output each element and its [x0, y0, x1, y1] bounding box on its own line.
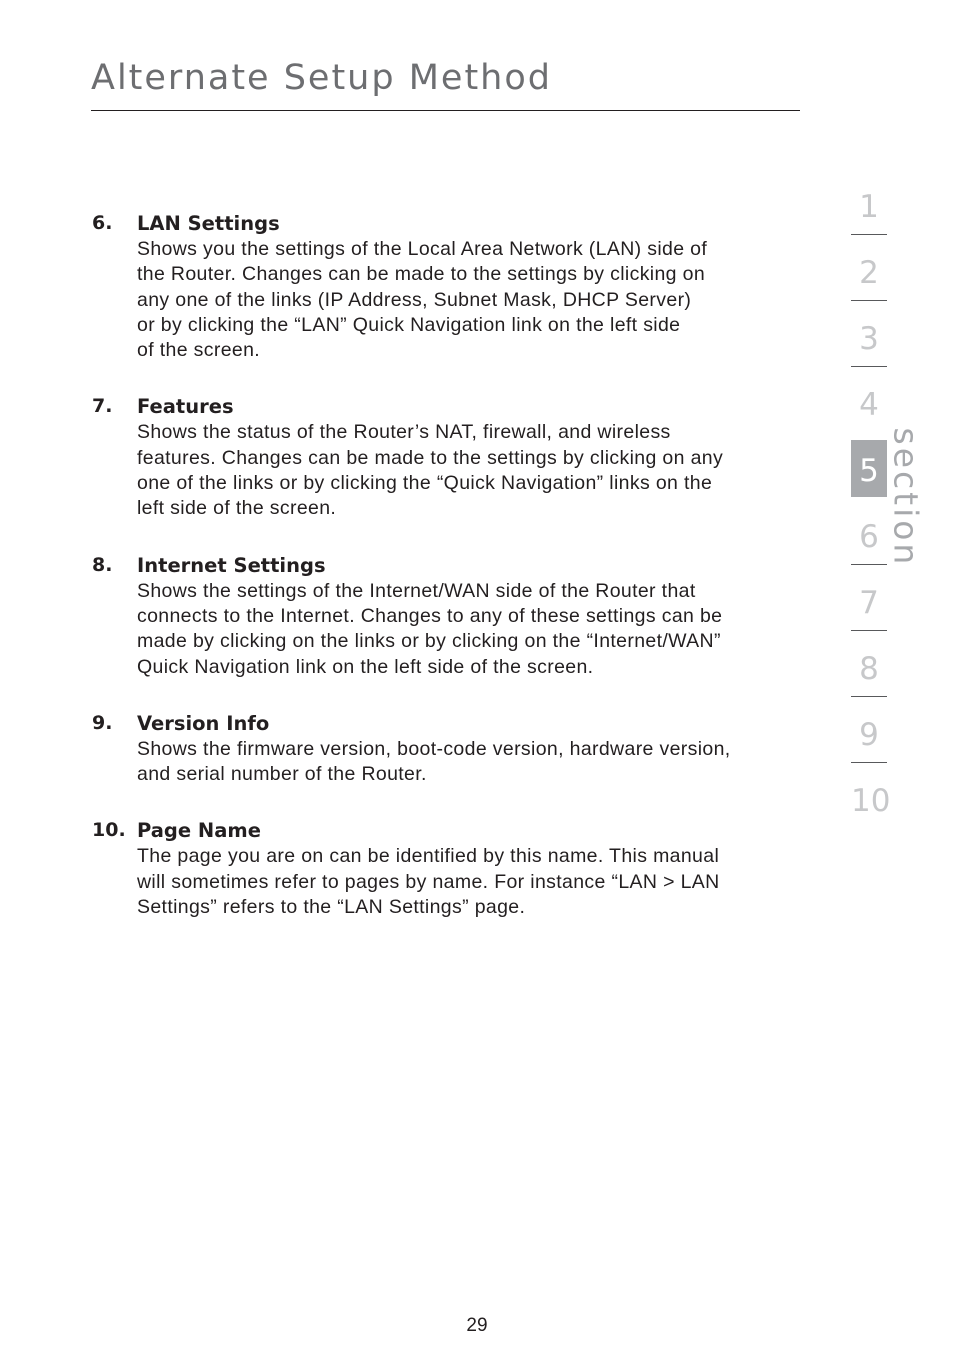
item-heading: Internet Settings: [137, 553, 326, 577]
section-divider: [851, 762, 887, 763]
section-nav-item-10[interactable]: [851, 776, 891, 842]
section-number: 9: [859, 717, 879, 753]
item-body: The page you are on can be identified by this name. This manual will sometimes refer to pages by name. For instance “LAN > LAN Settings” refers to the “LAN Settings” page.: [137, 845, 720, 919]
section-number: 4: [859, 387, 879, 423]
list-item-version-info: [91, 710, 806, 788]
section-nav-item-4[interactable]: [851, 380, 887, 446]
page-number: 29: [466, 1315, 488, 1336]
section-divider: [851, 234, 887, 235]
item-number: 10.: [92, 819, 126, 842]
item-body: Shows the firmware version, boot-code version, hardware version, and serial number of the Router.: [137, 737, 731, 786]
section-nav-item-5[interactable]: [851, 446, 887, 512]
section-divider: [851, 564, 887, 565]
item-heading: Version Info: [137, 711, 270, 735]
section-nav-item-6[interactable]: [851, 512, 887, 578]
section-label: section: [886, 427, 926, 568]
section-number: 10: [851, 783, 891, 819]
section-divider: [851, 300, 887, 301]
page-title: Alternate Setup Method: [91, 58, 552, 98]
section-nav-item-8[interactable]: [851, 644, 887, 710]
item-number: 9.: [92, 711, 113, 734]
item-heading: Features: [137, 395, 234, 419]
item-body: Shows you the settings of the Local Area Network (LAN) side of the Router. Changes can be made to the settings by clicking on any one of the links (IP Address, Subnet Mask, DHCP Server) or by clicking the “LAN” Quick Navigation link on the left side of the screen.: [137, 238, 708, 362]
item-number: 8.: [92, 553, 113, 576]
section-number: 7: [859, 585, 879, 621]
section-number: 1: [859, 189, 879, 225]
section-nav-item-2[interactable]: [851, 248, 887, 314]
item-body: Shows the status of the Router’s NAT, firewall, and wireless features. Changes can be made to the settings by clicking on any one of the links or by clicking the “Quick Navigation” links on the left side of the screen.: [137, 421, 724, 520]
list-item-lan-settings: [91, 210, 806, 363]
item-number: 7.: [92, 395, 113, 418]
item-number: 6.: [92, 212, 113, 234]
item-heading: Page Name: [137, 819, 261, 843]
list-item-internet-settings: [91, 552, 806, 680]
section-number: 3: [859, 321, 879, 357]
section-divider: [851, 630, 887, 631]
section-nav: [851, 182, 891, 842]
section-divider: [851, 366, 887, 367]
list-item-features: [91, 393, 806, 521]
item-heading: LAN Settings: [137, 212, 280, 235]
section-number-active: 5: [859, 453, 879, 489]
section-nav-item-7[interactable]: [851, 578, 887, 644]
section-divider: [851, 696, 887, 697]
section-number: 8: [859, 651, 879, 687]
list-item-page-name: [91, 817, 806, 920]
title-rule: [91, 110, 800, 111]
section-number: 2: [859, 255, 879, 291]
content: [91, 210, 806, 950]
item-body: Shows the settings of the Internet/WAN side of the Router that connects to the Internet. Changes to any of these settings can be made by clicking on the links or by clicking on the “Internet/WAN” Quick Navigation link on the left side of the screen.: [137, 579, 723, 678]
section-nav-item-9[interactable]: [851, 710, 887, 776]
section-number: 6: [859, 519, 879, 555]
section-nav-item-3[interactable]: [851, 314, 887, 380]
section-nav-item-1[interactable]: [851, 182, 887, 248]
